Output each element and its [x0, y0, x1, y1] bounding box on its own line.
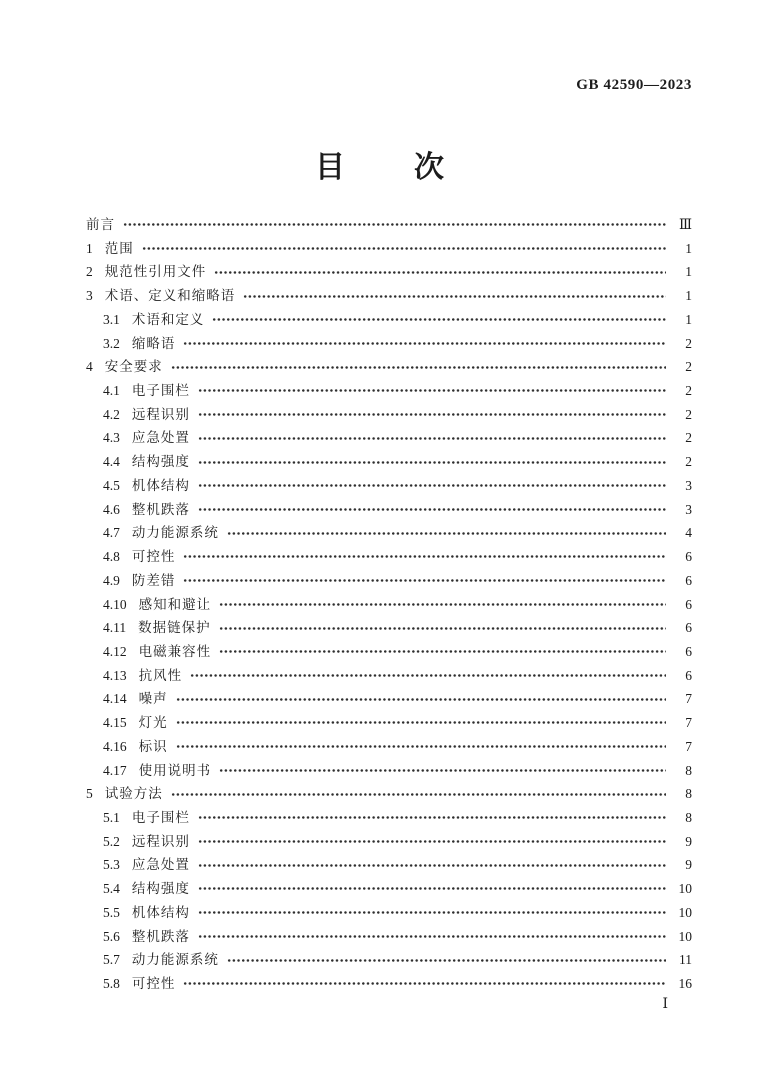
- toc-leader-dots: [198, 384, 666, 397]
- toc-leader-dots: [198, 811, 666, 824]
- toc-entry: [86, 308, 692, 332]
- toc-entry-page: 8: [685, 786, 692, 802]
- toc-entry: [86, 687, 692, 711]
- toc-entry: [86, 498, 692, 522]
- toc-leader-dots: [183, 977, 666, 990]
- toc-entry-page: 2: [685, 454, 692, 470]
- toc-entry: [86, 806, 692, 830]
- toc-entry-number: 5.5: [103, 904, 120, 920]
- toc-entry: [86, 925, 692, 949]
- toc-entry: [86, 355, 692, 379]
- toc-entry: [86, 782, 692, 806]
- toc-entry-page: 10: [678, 904, 692, 920]
- toc-entry: [86, 877, 692, 901]
- toc-entry-number: 5.4: [103, 881, 120, 897]
- toc-entry-label: 远程识别: [131, 833, 190, 849]
- toc-leader-dots: [198, 835, 666, 848]
- toc-entry-label: 电磁兼容性: [138, 643, 212, 659]
- toc-entry-number: 4.12: [103, 643, 127, 659]
- toc-leader-dots: [212, 313, 666, 326]
- toc-leader-dots: [171, 788, 666, 801]
- toc-entry: [86, 711, 692, 735]
- toc-entry: [86, 474, 692, 498]
- toc-entry-label: 动力能源系统: [131, 952, 219, 968]
- toc-entry-label: 可控性: [131, 549, 176, 565]
- toc-entry: [86, 426, 692, 450]
- toc-entry-page: 8: [685, 809, 692, 825]
- toc-entry-label: 机体结构: [131, 477, 190, 493]
- toc-leader-dots: [142, 242, 666, 255]
- toc-leader-dots: [123, 218, 666, 231]
- toc-entry: [86, 213, 692, 237]
- toc-entry-number: 5.6: [103, 928, 120, 944]
- toc-leader-dots: [214, 266, 666, 279]
- toc-entry-number: 4.4: [103, 454, 120, 470]
- toc-entry-number: 3.2: [103, 335, 120, 351]
- toc-entry-label: 整机跌落: [131, 501, 190, 517]
- toc-entry-page: 3: [685, 477, 692, 493]
- toc-entry: [86, 593, 692, 617]
- toc-entry-page: 2: [685, 383, 692, 399]
- toc-entry-page: 1: [685, 264, 692, 280]
- toc-entry-page: 7: [685, 738, 692, 754]
- toc-leader-dots: [243, 290, 666, 303]
- toc-entry-label: 术语、定义和缩略语: [104, 288, 236, 304]
- toc-entry-page: 2: [685, 359, 692, 375]
- toc-entry: [86, 403, 692, 427]
- toc-entry-number: 4.16: [103, 738, 127, 754]
- toc-leader-dots: [227, 954, 666, 967]
- toc-leader-dots: [219, 598, 666, 611]
- toc-entry-label: 可控性: [131, 976, 176, 991]
- toc-entry-number: 4.9: [103, 572, 120, 588]
- toc-entry-number: 4.10: [103, 596, 127, 612]
- toc-leader-dots: [198, 456, 666, 469]
- toc-entry-label: 术语和定义: [131, 311, 205, 327]
- toc-entry-number: 3.1: [103, 311, 120, 327]
- toc-entry: [86, 450, 692, 474]
- toc-entry: [86, 759, 692, 783]
- toc-entry-number: 5.1: [103, 809, 120, 825]
- toc-entry-number: 4.6: [103, 501, 120, 517]
- toc-entry-number: 4.11: [103, 620, 127, 636]
- toc-entry-label: 抗风性: [138, 667, 183, 683]
- toc-entry-label: 防差错: [131, 572, 176, 588]
- page-title: 目 次: [315, 151, 447, 184]
- toc-entry-number: 4.14: [103, 691, 127, 707]
- toc-leader-dots: [176, 740, 666, 753]
- page-footer: [662, 996, 668, 1013]
- toc-entry: [86, 948, 692, 972]
- toc-entry-label: 应急处置: [131, 857, 190, 873]
- toc-entry-number: 4.7: [103, 525, 120, 541]
- toc-entry-label: 安全要求: [104, 359, 163, 375]
- toc-entry-label: 规范性引用文件: [104, 264, 207, 280]
- toc-entry: [86, 735, 692, 759]
- toc-leader-dots: [171, 361, 666, 374]
- toc-leader-dots: [183, 574, 666, 587]
- toc-leader-dots: [190, 669, 666, 682]
- toc-entry-number: 4.15: [103, 715, 127, 731]
- toc-leader-dots: [227, 527, 666, 540]
- toc-leader-dots: [176, 716, 666, 729]
- toc-entry-page: 1: [685, 311, 692, 327]
- toc-entry-label: 噪声: [138, 691, 168, 707]
- toc-entry-number: 4.1: [103, 383, 120, 399]
- toc-entry-number: 5.2: [103, 833, 120, 849]
- toc-entry-page: 1: [685, 288, 692, 304]
- toc-entry-page: 7: [685, 691, 692, 707]
- toc-entry-page: 10: [678, 928, 692, 944]
- toc-entry: [86, 640, 692, 664]
- toc-entry-number: 5.7: [103, 952, 120, 968]
- toc-entry-label: 应急处置: [131, 430, 190, 446]
- toc-entry-number: 4: [86, 359, 93, 375]
- toc-entry-number: 4.17: [103, 762, 127, 778]
- toc-entry-page: 6: [685, 643, 692, 659]
- toc-entry: [86, 853, 692, 877]
- toc-leader-dots: [198, 408, 666, 421]
- toc-entry: [86, 972, 692, 996]
- toc-entry: [86, 616, 692, 640]
- toc-leader-dots: [198, 503, 666, 516]
- toc-entry-page: 6: [685, 667, 692, 683]
- toc-entry: [86, 379, 692, 403]
- toc-leader-dots: [183, 337, 666, 350]
- toc-entry-label: 动力能源系统: [131, 525, 219, 541]
- toc-entry-label: 整机跌落: [131, 928, 190, 944]
- toc-entry-number: 3: [86, 288, 93, 304]
- toc-entry-page: Ⅲ: [678, 217, 692, 232]
- toc-leader-dots: [198, 930, 666, 943]
- toc-entry-page: 8: [685, 762, 692, 778]
- toc-entry-page: 2: [685, 406, 692, 422]
- toc-entry-page: 6: [685, 596, 692, 612]
- toc-entry-page: 4: [685, 525, 692, 541]
- toc-leader-dots: [198, 906, 666, 919]
- toc-entry: [86, 545, 692, 569]
- toc-entry-page: 16: [678, 976, 692, 991]
- toc-entry-page: 10: [678, 881, 692, 897]
- toc-entry-label: 结构强度: [131, 454, 190, 470]
- toc-entry-page: 1: [685, 240, 692, 256]
- toc-entry-page: 11: [679, 952, 692, 968]
- standard-code: GB 42590—2023: [576, 77, 692, 93]
- toc-leader-dots: [176, 693, 666, 706]
- toc-leader-dots: [219, 645, 666, 658]
- toc-entry-page: 7: [685, 715, 692, 731]
- toc-entry-label: 数据链保护: [138, 620, 211, 636]
- footer-page-number: Ⅰ: [662, 997, 668, 1012]
- toc-entry-page: 6: [685, 620, 692, 636]
- toc-entry-number: 4.2: [103, 406, 120, 422]
- toc-entry-label: 远程识别: [131, 406, 190, 422]
- toc-entry-label: 范围: [104, 240, 134, 256]
- toc-entry-label: 前言: [86, 217, 115, 232]
- toc-entry-number: 2: [86, 264, 93, 280]
- toc-entry: [86, 569, 692, 593]
- toc-entry-number: 4.5: [103, 477, 120, 493]
- toc-entry-number: 5.8: [103, 976, 120, 991]
- toc-entry: [86, 830, 692, 854]
- toc-entry-page: 2: [685, 335, 692, 351]
- toc-entry-number: 1: [86, 240, 93, 256]
- toc-leader-dots: [198, 432, 666, 445]
- toc-entry-page: 9: [685, 857, 692, 873]
- toc-leader-dots: [219, 764, 666, 777]
- toc-leader-dots: [198, 859, 666, 872]
- toc-entry-page: 6: [685, 572, 692, 588]
- toc-entry: [86, 521, 692, 545]
- toc-entry-label: 电子围栏: [131, 809, 190, 825]
- toc-entry-number: 4.3: [103, 430, 120, 446]
- toc-entry: [86, 284, 692, 308]
- toc-list: [86, 213, 692, 996]
- toc-entry-label: 感知和避让: [138, 596, 212, 612]
- toc-entry-label: 标识: [138, 738, 168, 754]
- toc-entry-page: 9: [685, 833, 692, 849]
- toc-leader-dots: [198, 882, 666, 895]
- toc-entry-number: 4.8: [103, 549, 120, 565]
- toc-entry-number: 5: [86, 786, 93, 802]
- toc-entry-label: 使用说明书: [138, 762, 212, 778]
- toc-entry-number: 5.3: [103, 857, 120, 873]
- toc-entry-label: 机体结构: [131, 904, 190, 920]
- toc-entry-label: 灯光: [138, 715, 168, 731]
- toc-entry-label: 试验方法: [104, 786, 163, 802]
- toc-entry: [86, 664, 692, 688]
- toc-entry-page: 6: [685, 549, 692, 565]
- toc-entry: [86, 901, 692, 925]
- toc-leader-dots: [183, 550, 666, 563]
- toc-leader-dots: [198, 479, 666, 492]
- document-header: [576, 77, 692, 94]
- toc-entry-label: 缩略语: [131, 335, 176, 351]
- toc-entry-label: 结构强度: [131, 881, 190, 897]
- toc-leader-dots: [219, 622, 666, 635]
- toc-entry: [86, 332, 692, 356]
- toc-entry: [86, 237, 692, 261]
- toc-entry-page: 3: [685, 501, 692, 517]
- toc-entry-label: 电子围栏: [131, 383, 190, 399]
- toc-entry-number: 4.13: [103, 667, 127, 683]
- toc-entry-page: 2: [685, 430, 692, 446]
- toc-entry: [86, 260, 692, 284]
